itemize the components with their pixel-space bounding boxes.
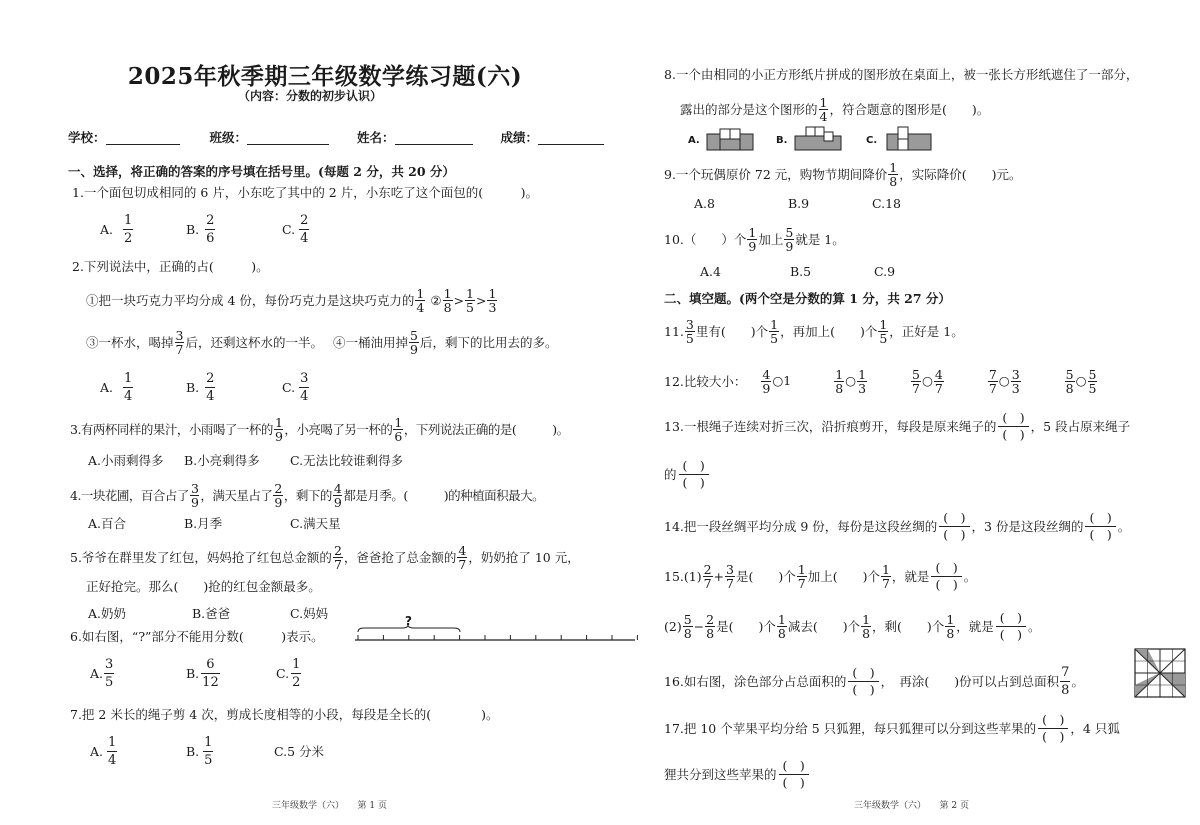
q2-option-b[interactable]: B. $\frac{2}{4}$ bbox=[186, 371, 215, 404]
q2-statements-1-2: ①把一块巧克力平均分成 4 份，每份巧克力是这块巧克力的 $\frac{1}{4}$ ② $\frac{1}{8}$ > $\frac{1}{5}$ > $\frac{1}{3}$ bbox=[86, 286, 497, 315]
q5-option-c[interactable]: C.妈妈 bbox=[290, 606, 329, 621]
fraction: $\frac{5}{9}$ bbox=[410, 328, 418, 357]
cover-paper bbox=[795, 136, 841, 150]
fraction: $\frac{3}{7}$ bbox=[175, 328, 184, 357]
answer-fraction[interactable]: ( ) ( ) bbox=[779, 758, 809, 791]
square bbox=[806, 127, 815, 136]
fraction: $\frac{2}{7}$ bbox=[333, 543, 342, 572]
square bbox=[898, 127, 908, 139]
fraction: $\frac{1}{2}$ bbox=[292, 657, 301, 690]
fraction: $\frac{3}{9}$ bbox=[190, 481, 199, 510]
compare-2[interactable]: $\frac{1}{8}$ ○ $\frac{1}{3}$ bbox=[835, 367, 867, 396]
question-17-cont: 狸共分到这些苹果的 ( ) ( ) bbox=[664, 758, 811, 791]
fraction: $\frac{5}{8}$ bbox=[683, 612, 692, 641]
name-field[interactable] bbox=[395, 130, 473, 145]
fraction: $\frac{3}{5}$ bbox=[685, 317, 694, 346]
q9-option-c[interactable]: C.18 bbox=[872, 196, 901, 211]
fraction: $\frac{2}{4}$ bbox=[206, 371, 215, 404]
fraction: $\frac{5}{9}$ bbox=[785, 225, 794, 254]
q6-option-a[interactable]: A. $\frac{3}{5}$ bbox=[90, 657, 114, 690]
q3-option-b[interactable]: B.小亮剩得多 bbox=[184, 453, 260, 468]
fraction: $\frac{5}{7}$ bbox=[912, 367, 920, 396]
q1-option-b[interactable]: B. $\frac{2}{6}$ bbox=[186, 213, 215, 246]
question-8-cont: 露出的部分是这个图形的 $\frac{1}{4}$ ，符合题意的图形是( )。 bbox=[680, 95, 990, 124]
answer-fraction[interactable]: ( ) ( ) bbox=[931, 560, 961, 593]
question-8: 8.一个由相同的小正方形纸片拼成的图形放在桌面上，被一张长方形纸遮住了一部分， bbox=[664, 67, 1139, 82]
score-label: 成绩： bbox=[500, 129, 539, 145]
question-9: 9.一个玩偶原价 72 元，购物节期间降价 $\frac{1}{8}$ ，实际降价( )元。 bbox=[664, 160, 1022, 189]
q2-option-a[interactable]: A. $\frac{1}{4}$ bbox=[100, 371, 133, 404]
section-1-heading: 一、选择，将正确的答案的序号填在括号里。(每题 2 分，共 20 分） bbox=[68, 164, 455, 179]
fraction: $\frac{3}{5}$ bbox=[105, 657, 114, 690]
fraction: $\frac{2}{6}$ bbox=[206, 213, 215, 246]
fraction: $\frac{1}{8}$ bbox=[835, 367, 844, 396]
page-title: 2025年秋季期三年级数学练习题(六) bbox=[127, 63, 523, 90]
q7-option-c[interactable]: C.5 分米 bbox=[274, 744, 325, 759]
square bbox=[720, 129, 730, 139]
q3-option-a[interactable]: A.小雨剩得多 bbox=[88, 453, 164, 468]
q2-statements-3-4: ③一杯水，喝掉 $\frac{3}{7}$ 后，还剩这杯水的一半。 ④一桶油用掉 $\frac{5}{9}$ 后，剩下的比用去的多。 bbox=[86, 328, 558, 357]
fraction: $\frac{1}{2}$ bbox=[124, 213, 133, 246]
question-11: 11. $\frac{3}{5}$ 里有( )个 $\frac{1}{5}$ ，再加上( )个 $\frac{1}{5}$ ，正好是 1。 bbox=[664, 317, 964, 346]
fraction: $\frac{1}{5}$ bbox=[204, 735, 213, 768]
q6-option-b[interactable]: B. $\frac{6}{12}$ bbox=[186, 657, 219, 690]
fraction: $\frac{1}{7}$ bbox=[881, 562, 890, 591]
compare-4[interactable]: $\frac{7}{7}$ ○ $\frac{3}{3}$ bbox=[988, 367, 1020, 396]
q4-option-c[interactable]: C.满天星 bbox=[290, 516, 341, 531]
square bbox=[815, 127, 824, 136]
fraction: $\frac{6}{12}$ bbox=[202, 657, 219, 690]
answer-fraction[interactable]: ( ) ( ) bbox=[679, 458, 709, 491]
square bbox=[730, 129, 740, 139]
fraction: $\frac{2}{4}$ bbox=[300, 213, 309, 246]
q10-option-b[interactable]: B.5 bbox=[790, 264, 812, 279]
q4-option-a[interactable]: A.百合 bbox=[88, 516, 127, 531]
question-13-cont: 的 ( ) ( ) bbox=[664, 458, 711, 491]
score-field[interactable] bbox=[538, 130, 604, 145]
fraction: $\frac{5}{5}$ bbox=[1088, 367, 1097, 396]
q8-option-c-label[interactable]: C. bbox=[866, 135, 878, 146]
school-label: 学校： bbox=[68, 129, 106, 145]
page-2 bbox=[650, 0, 1200, 825]
q10-option-a[interactable]: A.4 bbox=[700, 264, 721, 279]
question-15-1: 15.(1) $\frac{2}{7}$ + $\frac{3}{7}$ 是( )个 $\frac{1}{7}$ 加上( )个 $\frac{1}{7}$ ，就是 ( ) ( ) 。 bbox=[664, 560, 977, 592]
q8-figure-b[interactable] bbox=[794, 126, 842, 152]
q2-option-c[interactable]: C. $\frac{3}{4}$ bbox=[282, 371, 309, 404]
fraction: $\frac{1}{8}$ bbox=[777, 612, 786, 641]
fraction: $\frac{1}{5}$ bbox=[770, 317, 779, 346]
fraction: $\frac{3}{4}$ bbox=[300, 371, 309, 404]
fraction: $\frac{1}{6}$ bbox=[394, 415, 402, 444]
ticks bbox=[358, 635, 637, 640]
class-field[interactable] bbox=[247, 130, 329, 145]
answer-fraction[interactable]: ( ) ( ) bbox=[1085, 510, 1115, 543]
fraction: $\frac{1}{8}$ bbox=[889, 160, 898, 189]
fraction: $\frac{2}{8}$ bbox=[706, 612, 715, 641]
question-15-2: (2) $\frac{5}{8}$ − $\frac{2}{8}$ 是( )个 $\frac{1}{8}$ 减去( )个 $\frac{1}{8}$ ，剩( )个 $\frac{1}{8}$ ，就是 ( ) ( ) 。 bbox=[664, 610, 1041, 642]
question-17: 17.把 10 个苹果平均分给 5 只狐狸，每只狐狸可以分到这些苹果的 ( ) ( ) ，4 只狐 bbox=[664, 712, 1120, 744]
fraction: $\frac{4}{9}$ bbox=[333, 481, 342, 510]
section-2-heading: 二、填空题。(两个空是分数的算 1 分，共 27 分） bbox=[664, 291, 951, 306]
q8-option-b-label[interactable]: B. bbox=[776, 135, 788, 146]
fraction: $\frac{1}{4}$ bbox=[819, 95, 828, 124]
answer-fraction[interactable]: ( ) ( ) bbox=[939, 510, 969, 543]
fraction: $\frac{1}{8}$ bbox=[862, 612, 871, 641]
q8-figure-c[interactable] bbox=[886, 126, 932, 152]
q6-question-mark: ? bbox=[405, 614, 412, 628]
question-14: 14.把一段丝绸平均分成 9 份，每份是这段丝绸的 ( ) ( ) ，3 份是这段丝绸的 ( ) ( ) 。 bbox=[664, 510, 1131, 542]
answer-fraction[interactable]: ( ) ( ) bbox=[996, 610, 1026, 643]
fraction: $\frac{1}{5}$ bbox=[879, 317, 888, 346]
square bbox=[898, 139, 908, 150]
class-label: 班级： bbox=[209, 129, 248, 145]
fraction: $\frac{4}{7}$ bbox=[934, 367, 943, 396]
q4-option-b[interactable]: B.月季 bbox=[184, 516, 223, 531]
question-16: 16.如右图，涂色部分占总面积的 ( ) ( ) ， 再涂( )份可以占到总面积 $\frac{7}{8}$ 。 bbox=[664, 665, 1084, 698]
q1-option-c[interactable]: C. $\frac{2}{4}$ bbox=[282, 213, 309, 246]
q10-option-c[interactable]: C.9 bbox=[874, 264, 896, 279]
page-subtitle: （内容：分数的初步认识） bbox=[237, 89, 382, 103]
q5-option-a[interactable]: A.奶奶 bbox=[88, 606, 127, 621]
school-field[interactable] bbox=[106, 130, 180, 145]
compare-3[interactable]: $\frac{5}{7}$ ○ $\frac{4}{7}$ bbox=[912, 367, 943, 396]
answer-fraction[interactable]: ( ) ( ) bbox=[998, 410, 1028, 443]
question-3: 3.有两杯同样的果汁，小雨喝了一杯的 $\frac{1}{9}$ ，小亮喝了另一杯的 $\frac{1}{6}$ ，下列说法正确的是( )。 bbox=[70, 415, 569, 444]
fraction: $\frac{1}{4}$ bbox=[416, 286, 425, 315]
footer-page-1: 三年级数学（六） 第 1 页 bbox=[272, 801, 387, 811]
fraction: $\frac{2}{9}$ bbox=[274, 481, 282, 510]
q9-option-b[interactable]: B.9 bbox=[788, 196, 810, 211]
answer-fraction[interactable]: ( ) ( ) bbox=[848, 665, 878, 698]
info-row bbox=[68, 128, 604, 147]
q5-option-b[interactable]: B.爸爸 bbox=[192, 606, 231, 621]
fraction: $\frac{2}{7}$ bbox=[703, 562, 712, 591]
fraction: $\frac{1}{3}$ bbox=[858, 367, 867, 396]
square bbox=[824, 132, 833, 141]
fraction: $\frac{1}{9}$ bbox=[274, 415, 283, 444]
fraction: $\frac{1}{5}$ bbox=[466, 286, 474, 315]
question-7: 7.把 2 米长的绳子剪 4 次，剪成长度相等的小段，每段是全长的( )。 bbox=[70, 707, 499, 722]
question-10: 10.（ ）个 $\frac{1}{9}$ 加上 $\frac{5}{9}$ 就是 1。 bbox=[664, 225, 845, 254]
q7-option-b[interactable]: B. $\frac{1}{5}$ bbox=[186, 735, 213, 768]
fraction: $\frac{1}{8}$ bbox=[946, 612, 955, 641]
fraction: $\frac{1}{4}$ bbox=[108, 735, 117, 768]
fraction: $\frac{1}{9}$ bbox=[748, 225, 757, 254]
q9-option-a[interactable]: A.8 bbox=[694, 196, 715, 211]
compare-5[interactable]: $\frac{5}{8}$ ○ $\frac{5}{5}$ bbox=[1065, 367, 1097, 396]
fraction: $\frac{3}{3}$ bbox=[1011, 367, 1020, 396]
question-5: 5.爷爷在群里发了红包，妈妈抢了红包总金额的 $\frac{2}{7}$ ，爸爸抢了总金额的 $\frac{4}{7}$ ，奶奶抢了 10 元， bbox=[70, 543, 580, 572]
name-label: 姓名： bbox=[357, 129, 395, 145]
fraction: $\frac{4}{9}$ bbox=[762, 367, 771, 396]
fraction: $\frac{1}{4}$ bbox=[124, 371, 133, 404]
fraction: $\frac{1}{8}$ bbox=[443, 286, 452, 315]
question-5-cont: 正好抢完。那么( )抢的红包金额最多。 bbox=[86, 579, 321, 594]
q6-option-c[interactable]: C. $\frac{1}{2}$ bbox=[276, 657, 301, 690]
q1-option-a[interactable]: A. $\frac{1}{2}$ bbox=[100, 213, 133, 246]
q8-figure-a[interactable] bbox=[706, 128, 754, 152]
fraction: $\frac{7}{8}$ bbox=[1061, 665, 1070, 698]
question-1: 1.一个面包切成相同的 6 片，小东吃了其中的 2 片，小东吃了这个面包的( )。 bbox=[72, 185, 538, 200]
fraction: $\frac{1}{3}$ bbox=[488, 286, 497, 315]
number-line-diagram bbox=[350, 624, 640, 648]
fraction: $\frac{4}{7}$ bbox=[458, 543, 467, 572]
fraction: $\frac{1}{7}$ bbox=[797, 562, 806, 591]
q16-shaded-square bbox=[1134, 648, 1186, 698]
question-12: 12.比较大小： $\frac{4}{9}$ ○1 $\frac{1}{8}$ ○ $\frac{1}{3}$ $\frac{5}{7}$ ○ $\frac{4}{7}$ $\frac{7}{7}$ ○ $\frac{3}{3}$ $\frac{5}{8}$ ○ $\frac{5}{5}$ bbox=[664, 367, 1097, 396]
q8-option-a-label[interactable]: A. bbox=[688, 135, 700, 146]
answer-fraction[interactable]: ( ) ( ) bbox=[1038, 712, 1068, 745]
question-4: 4.一块花圃，百合占了 $\frac{3}{9}$ ，满天星占了 $\frac{2}{9}$ ，剩下的 $\frac{4}{9}$ 都是月季。( )的种植面积最大。 bbox=[70, 481, 545, 510]
question-6: 6.如右图，“?”部分不能用分数( )表示。 bbox=[70, 629, 324, 644]
brace bbox=[358, 625, 460, 632]
q7-option-a[interactable]: A. $\frac{1}{4}$ bbox=[90, 735, 117, 768]
question-13: 13.一根绳子连续对折三次，沿折痕剪开，每段是原来绳子的 ( ) ( ) ，5 段占原来绳子 bbox=[664, 410, 1131, 442]
fraction: $\frac{5}{8}$ bbox=[1065, 367, 1074, 396]
q3-option-c[interactable]: C.无法比较谁剩得多 bbox=[290, 453, 404, 468]
question-2: 2.下列说法中，正确的占( )。 bbox=[72, 259, 269, 274]
fraction: $\frac{7}{7}$ bbox=[988, 367, 997, 396]
fraction: $\frac{3}{7}$ bbox=[726, 562, 734, 591]
compare-1[interactable]: $\frac{4}{9}$ ○1 bbox=[762, 367, 792, 396]
footer-page-2: 三年级数学（六） 第 2 页 bbox=[854, 801, 969, 811]
cover-paper bbox=[887, 134, 931, 150]
